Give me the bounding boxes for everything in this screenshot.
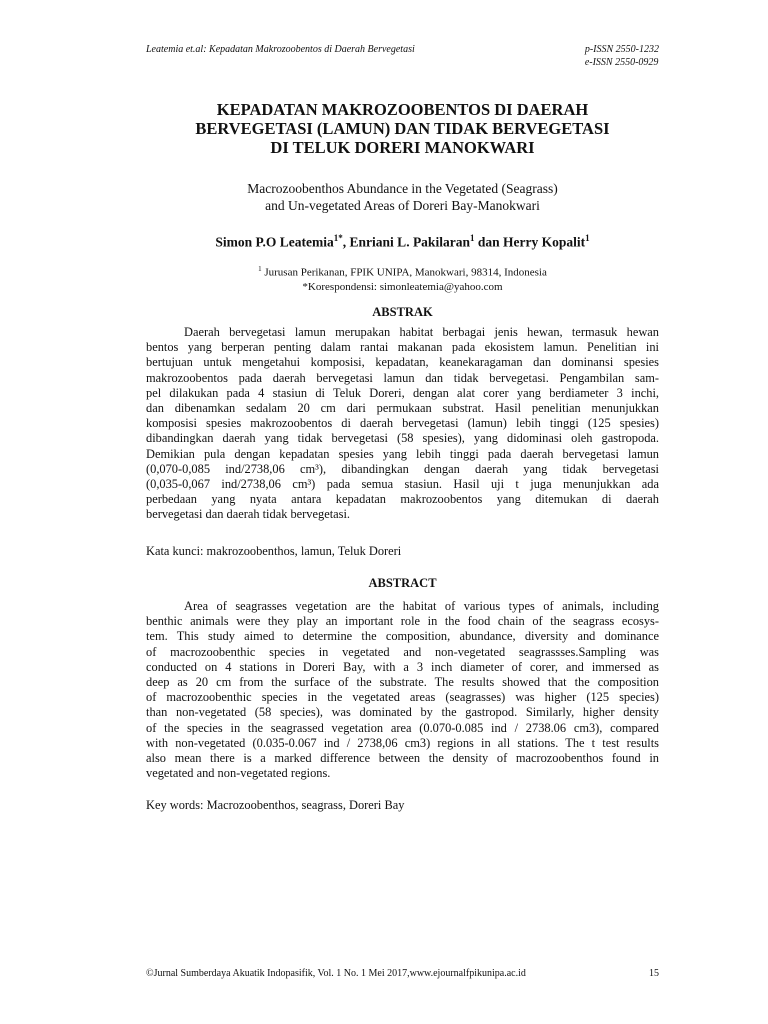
author-affil-mark: 1 [469, 233, 475, 243]
text-line: tem. This study aimed to determine the composition, abundance, diversity and dominance [146, 629, 659, 644]
text-line: pel dilakukan pada 4 stasiun di Teluk Doreri, dengan alat corer yang berdiameter 3 inchi, [146, 385, 659, 400]
text-line: (0,070-0,085 ind/2738,06 cm³), dibandingkan dengan daerah yang tidak bervegetasi [146, 461, 659, 476]
text-line: conducted on 4 stations in Doreri Bay, with a 3 inch diameter of corer, and immersed as [146, 659, 659, 674]
text-line: of the species in the seagrassed vegetation area (0.070-0.085 ind / 2738.06 cm3), compared [146, 720, 659, 735]
page-number: 15 [649, 968, 659, 979]
text-line: bentos yang berperan penting dalam rantai makanan pada ekosistem lamun. Penelitian ini [146, 340, 659, 355]
text-line: benthic animals were they play an important role in the food chain of the seagrass ecosys- [146, 614, 659, 629]
text-line: of macrozoobenthic species in the vegetated areas (seagrasses) was higher (125 species) [146, 690, 659, 705]
kata-kunci: Kata kunci: makrozoobenthos, lamun, Teluk Doreri [146, 544, 402, 558]
text-line: Daerah bervegetasi lamun merupakan habitat berbagai jenis hewan, termasuk hewan [184, 325, 659, 339]
author-affil-mark: 1 [585, 233, 590, 243]
author-name: Herry Kopalit [502, 234, 586, 250]
abstract-body [146, 599, 659, 781]
affiliation [146, 262, 659, 294]
correspondence-email: *Korespondensi: simonleatemia@yahoo.com [302, 280, 503, 293]
journal-citation: ©Jurnal Sumberdaya Akuatik Indopasifik, Vol. 1 No. 1 Mei 2017,www.ejournalfpikunipa.ac.id [146, 968, 526, 979]
abstrak-body [146, 325, 659, 523]
author-name: Simon P.O Leatemia [215, 234, 334, 250]
text-line: of macrozoobenthic species in vegetated and non-vegetated seagrassses.Sampling was [146, 644, 659, 659]
running-title: Leatemia et.al: Kepadatan Makrozoobentos di Daerah Bervegetasi [146, 44, 415, 55]
author-separator: dan [474, 234, 503, 250]
title-line: DI TELUK DORERI MANOKWARI [270, 138, 535, 157]
abstrak-heading: ABSTRAK [372, 305, 433, 319]
text-line: dan dibenamkan sedalam 20 cm dari permukaan substrat. Hasil penelitian menunjukkan [146, 401, 659, 416]
text-line: makrozoobentos pada daerah bervegetasi lamun dan tidak bervegetasi. Pengambilan sam- [146, 370, 659, 385]
english-title [146, 180, 659, 214]
text-line: komposisi spesies makrozoobentos di daerah bervegetasi (lamun) lebih tinggi (125 spesies) [146, 416, 659, 431]
affil-mark: 1 [258, 265, 262, 273]
issn-block [585, 43, 659, 69]
subtitle-line: and Un-vegetated Areas of Doreri Bay-Manokwari [265, 198, 540, 213]
text-line: also mean there is a marked difference between the density of macrozoobenthos found in [146, 751, 659, 766]
page-footer [146, 967, 659, 980]
e-issn: e-ISSN 2550-0929 [584, 57, 659, 68]
text-line: than non-vegetated (58 species), was dominated by the gastropod. Similarly, higher density [146, 705, 659, 720]
text-line: bervegetasi dan daerah tidak bervegetasi. [146, 507, 351, 522]
author-affil-mark: 1* [333, 233, 343, 243]
author-list [146, 230, 659, 251]
title-line: BERVEGETASI (LAMUN) DAN TIDAK BERVEGETASI [195, 119, 610, 138]
text-line: perbedaan yang nyata antara kepadatan makrozoobentos yang ditemukan di daerah [146, 492, 659, 507]
text-line: with non-vegetated (0.035-0.067 ind / 2738,06 cm3) regions in all stations. The t test results [146, 735, 659, 750]
author-name: Enriani L. Pakilaran [349, 234, 470, 250]
paper-title [146, 100, 659, 157]
text-line: Demikian pula dengan kepadatan spesies yang lebih tinggi pada daerah bervegetasi lamun [146, 446, 659, 461]
text-line: vegetated and non-vegetated regions. [146, 766, 331, 781]
text-line: (0,035-0,067 ind/2738,06 cm³) pada semua stasiun. Hasil uji t juga menunjukkan ada [146, 477, 659, 492]
subtitle-line: Macrozoobenthos Abundance in the Vegetated (Seagrass) [247, 181, 558, 196]
p-issn: p-ISSN 2550-1232 [584, 44, 659, 55]
affil-institution: Jurusan Perikanan, FPIK UNIPA, Manokwari, 98314, Indonesia [261, 266, 547, 279]
text-line: dibandingkan daerah yang tidak bervegetasi (58 spesies), yang didominasi oleh gastropoda. [146, 431, 659, 446]
abstract-heading: ABSTRACT [368, 576, 437, 590]
title-line: KEPADATAN MAKROZOOBENTOS DI DAERAH [216, 100, 589, 119]
author-separator: , [342, 234, 350, 250]
key-words: Key words: Macrozoobenthos, seagrass, Doreri Bay [146, 798, 405, 812]
text-line: deep as 20 cm from the surface of the substrate. The results showed that the composition [146, 675, 659, 690]
text-line: Area of seagrasses vegetation are the habitat of various types of animals, including [184, 599, 659, 613]
text-line: bertujuan untuk mengetahui komposisi, kepadatan, keanekaragaman dan dominansi spesies [146, 355, 659, 370]
